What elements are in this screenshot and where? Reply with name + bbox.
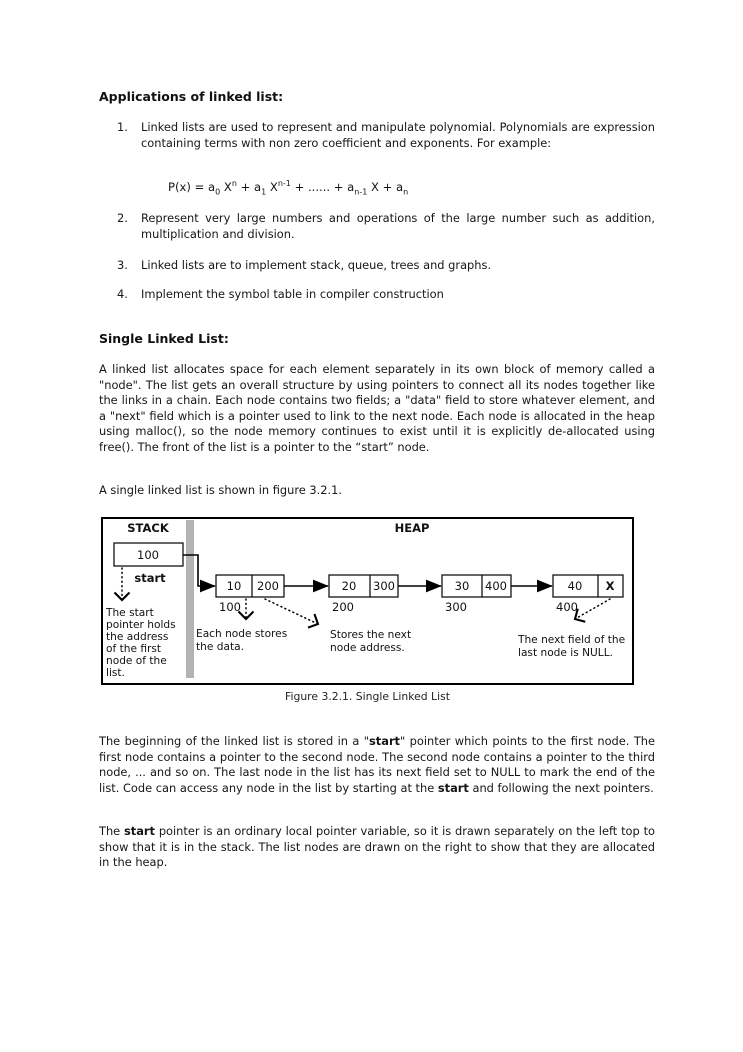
heap-label: HEAP [394, 521, 430, 535]
svg-text:the data.: the data. [196, 641, 244, 653]
list-number: 4. [117, 287, 128, 301]
intro-paragraph: A linked list allocates space for each element separately in its own block of memory called a "node". The list gets an overall structure by using pointers to connect all its nodes together like the links in a chain. Each node contains two fields; a "data" field to store whatever element, and a "next" field which is a pointer used to link to the next node. Each node is allocated in the heap using malloc(), so the node memory continues to exist until it is explicitly de-allocated using free(). The front of the list is a pointer to the “start” node. [99, 362, 655, 454]
node-address: 200 [332, 600, 354, 614]
svg-text:of the first: of the first [106, 643, 162, 655]
node-data: 20 [341, 579, 357, 593]
node-address: 300 [445, 600, 467, 614]
list-text: Linked lists are to implement stack, queue, trees and graphs. [141, 258, 492, 272]
list-number: 1. [117, 120, 128, 134]
node-address: 100 [219, 600, 241, 614]
svg-text:The next field of the: The next field of the [518, 634, 626, 646]
figure-reference-paragraph: A single linked list is shown in figure 3.2.1. [99, 483, 342, 497]
stack-label: STACK [127, 521, 169, 535]
node-data: 40 [567, 579, 583, 593]
svg-text:the address: the address [106, 631, 169, 643]
svg-text:list.: list. [106, 667, 125, 679]
list-item-2 [117, 211, 655, 242]
svg-text:node of the: node of the [106, 655, 167, 667]
beginning-paragraph: The beginning of the linked list is stored in a "start" pointer which points to the first node. The first node contains a pointer to the second node. The second node contains a pointer to the third node, ... and so on. The last node in the list has its next field set to NULL to mark the end of the list. Code can access any node in the list by starting at the start and following the next pointers. [99, 734, 656, 795]
start-label: start [134, 571, 166, 585]
svg-text:last node is NULL.: last node is NULL. [518, 647, 613, 659]
polynomial-formula: $P(x) = a_0$ $X^n + a_1$ $X^{n-1}$ + ...... + $a_{n-1}$ $X + a_n$ [168, 179, 409, 197]
stack-heap-divider-bar [186, 520, 194, 678]
svg-text:pointer holds: pointer holds [106, 619, 176, 631]
list-number: 3. [117, 258, 128, 272]
figure-caption: Figure 3.2.1. Single Linked List [285, 690, 450, 703]
list-item-4 [117, 287, 655, 303]
list-text: Implement the symbol table in compiler construction [141, 287, 444, 301]
list-item-1 [117, 120, 655, 151]
list-number: 2. [117, 211, 128, 225]
svg-text:The start: The start [106, 607, 154, 619]
linked-list-figure [101, 517, 634, 687]
list-text: Linked lists are used to represent and manipulate polynomial. Polynomials are expression containing terms with non zero coefficient and exponents. For example: [141, 120, 655, 150]
svg-text:node address.: node address. [330, 642, 405, 654]
stack-heap-paragraph: The start pointer is an ordinary local pointer variable, so it is drawn separately on the left top to show that it is in the stack. The list nodes are drawn on the right to show that they are allocated in the heap. [99, 824, 655, 869]
node-data: 30 [454, 579, 470, 593]
node-next-null: X [605, 579, 615, 593]
node-data: 10 [226, 579, 242, 593]
node-next: 400 [485, 579, 507, 593]
svg-text:Stores the next: Stores the next [330, 629, 412, 641]
list-item-3 [117, 258, 655, 274]
svg-text:Each node stores: Each node stores [196, 628, 288, 640]
next-note [330, 629, 411, 654]
list-text: Represent very large numbers and operations of the large number such as addition, multiplication and division. [141, 211, 655, 241]
node-next: 300 [373, 579, 395, 593]
single-linked-list-heading: Single Linked List: [99, 331, 229, 346]
applications-heading: Applications of linked list: [99, 89, 284, 104]
start-value: 100 [137, 548, 159, 562]
null-note [517, 634, 625, 659]
node-next: 200 [257, 579, 279, 593]
node-address: 400 [556, 600, 578, 614]
